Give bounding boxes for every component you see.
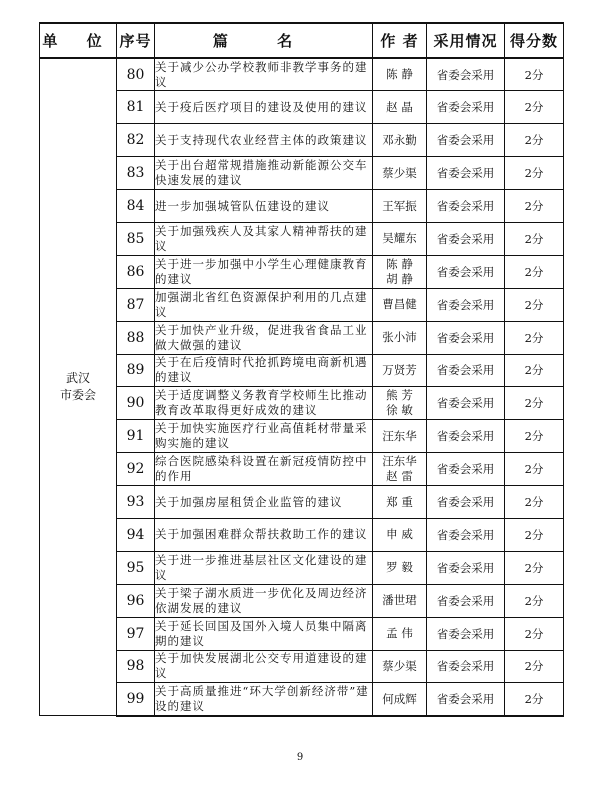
table-row xyxy=(40,157,564,190)
header-title: 篇 名 xyxy=(155,23,373,58)
table-row xyxy=(40,387,564,420)
row-score: 2分 xyxy=(505,584,564,617)
table-row xyxy=(40,354,564,387)
table-row xyxy=(40,683,564,716)
table-row xyxy=(40,584,564,617)
row-number: 96 xyxy=(117,584,155,617)
row-number: 82 xyxy=(117,124,155,157)
row-number: 86 xyxy=(117,255,155,288)
row-number: 84 xyxy=(117,190,155,223)
row-author: 何成辉 xyxy=(373,683,427,716)
row-score: 2分 xyxy=(505,321,564,354)
table-row xyxy=(40,617,564,650)
row-status: 省委会采用 xyxy=(427,91,505,124)
row-score: 2分 xyxy=(505,91,564,124)
row-number: 90 xyxy=(117,387,155,420)
row-status: 省委会采用 xyxy=(427,157,505,190)
table-header xyxy=(40,23,564,58)
row-number: 94 xyxy=(117,518,155,551)
row-title: 关于在后疫情时代抢抓跨境电商新机遇的建议 xyxy=(155,354,373,387)
row-title: 关于适度调整义务教育学校师生比推动教育改革取得更好成效的建议 xyxy=(155,387,373,420)
author-name-line: 汪东华 xyxy=(382,454,417,469)
row-title: 关于加强残疾人及其家人精神帮扶的建议 xyxy=(155,222,373,255)
row-score: 2分 xyxy=(505,650,564,683)
row-author: 陈 静 xyxy=(373,58,427,91)
row-status: 省委会采用 xyxy=(427,420,505,453)
row-title: 关于减少公办学校教师非教学事务的建议 xyxy=(155,58,373,91)
row-title: 关于高质量推进“环大学创新经济带”建设的建议 xyxy=(155,683,373,716)
row-number: 98 xyxy=(117,650,155,683)
row-title: 关于出台超常规措施推动新能源公交车快速发展的建议 xyxy=(155,157,373,190)
row-title: 加强湖北省红色资源保护利用的几点建议 xyxy=(155,288,373,321)
header-author: 作 者 xyxy=(373,23,427,58)
row-score: 2分 xyxy=(505,518,564,551)
row-score: 2分 xyxy=(505,190,564,223)
row-number: 93 xyxy=(117,486,155,519)
row-title: 综合医院感染科设置在新冠疫情防控中的作用 xyxy=(155,453,373,486)
unit-cell xyxy=(40,58,117,716)
row-author: 罗 毅 xyxy=(373,551,427,584)
row-score: 2分 xyxy=(505,58,564,91)
row-number: 95 xyxy=(117,551,155,584)
table-row xyxy=(40,124,564,157)
row-title: 关于疫后医疗项目的建设及使用的建议 xyxy=(155,91,373,124)
row-number: 85 xyxy=(117,222,155,255)
table-row xyxy=(40,650,564,683)
row-number: 83 xyxy=(117,157,155,190)
row-number: 80 xyxy=(117,58,155,91)
row-author: 蔡少渠 xyxy=(373,650,427,683)
row-title: 关于加快实施医疗行业高值耗材带量采购实施的建议 xyxy=(155,420,373,453)
table-row xyxy=(40,321,564,354)
row-number: 89 xyxy=(117,354,155,387)
table-row xyxy=(40,288,564,321)
author-name-line: 陈 静 xyxy=(386,256,413,271)
row-status: 省委会采用 xyxy=(427,551,505,584)
row-score: 2分 xyxy=(505,551,564,584)
table-body xyxy=(40,58,564,716)
row-status: 省委会采用 xyxy=(427,124,505,157)
row-number: 97 xyxy=(117,617,155,650)
table-row xyxy=(40,551,564,584)
row-score: 2分 xyxy=(505,486,564,519)
header-score: 得分数 xyxy=(505,23,564,58)
table-row xyxy=(40,222,564,255)
row-score: 2分 xyxy=(505,157,564,190)
row-title: 进一步加强城管队伍建设的建议 xyxy=(155,190,373,223)
row-score: 2分 xyxy=(505,255,564,288)
row-status: 省委会采用 xyxy=(427,683,505,716)
row-author: 王军振 xyxy=(373,190,427,223)
header-unit: 单 位 xyxy=(40,23,117,58)
row-score: 2分 xyxy=(505,420,564,453)
author-name-line: 赵 雷 xyxy=(386,469,413,484)
row-number: 99 xyxy=(117,683,155,716)
row-title: 关于进一步推进基层社区文化建设的建议 xyxy=(155,551,373,584)
row-author: 孟 伟 xyxy=(373,617,427,650)
table-row xyxy=(40,518,564,551)
row-number: 87 xyxy=(117,288,155,321)
row-title: 关于加快发展湖北公交专用道建设的建议 xyxy=(155,650,373,683)
table-row xyxy=(40,453,564,486)
table-row xyxy=(40,190,564,223)
row-title: 关于梁子湖水质进一步优化及周边经济依湖发展的建议 xyxy=(155,584,373,617)
proposals-table xyxy=(39,22,564,717)
row-title: 关于支持现代农业经营主体的政策建议 xyxy=(155,124,373,157)
unit-name-line: 市委会 xyxy=(59,388,96,403)
row-score: 2分 xyxy=(505,617,564,650)
row-author: 张小沛 xyxy=(373,321,427,354)
row-status: 省委会采用 xyxy=(427,58,505,91)
table-row xyxy=(40,255,564,288)
row-author: 郑 重 xyxy=(373,486,427,519)
row-status: 省委会采用 xyxy=(427,387,505,420)
row-author xyxy=(373,387,427,420)
row-status: 省委会采用 xyxy=(427,190,505,223)
row-author: 蔡少渠 xyxy=(373,157,427,190)
row-score: 2分 xyxy=(505,124,564,157)
row-author: 曹昌健 xyxy=(373,288,427,321)
row-score: 2分 xyxy=(505,683,564,716)
row-title: 关于加快产业升级，促进我省食品工业做大做强的建议 xyxy=(155,321,373,354)
row-title: 关于延长回国及国外入境人员集中隔离期的建议 xyxy=(155,617,373,650)
row-status: 省委会采用 xyxy=(427,255,505,288)
row-author: 吴耀东 xyxy=(373,222,427,255)
page-number: 9 xyxy=(296,752,304,763)
row-author: 潘世珺 xyxy=(373,584,427,617)
row-status: 省委会采用 xyxy=(427,650,505,683)
row-score: 2分 xyxy=(505,453,564,486)
row-author: 赵 晶 xyxy=(373,91,427,124)
row-score: 2分 xyxy=(505,387,564,420)
header-status: 采用情况 xyxy=(427,23,505,58)
unit-name-line: 武汉 xyxy=(65,371,90,386)
row-status: 省委会采用 xyxy=(427,518,505,551)
row-author: 申 威 xyxy=(373,518,427,551)
row-author xyxy=(373,255,427,288)
row-score: 2分 xyxy=(505,222,564,255)
row-status: 省委会采用 xyxy=(427,222,505,255)
row-status: 省委会采用 xyxy=(427,617,505,650)
table-row xyxy=(40,58,564,91)
row-title: 关于加强房屋租赁企业监管的建议 xyxy=(155,486,373,519)
row-title: 关于加强困难群众帮扶救助工作的建议 xyxy=(155,518,373,551)
row-score: 2分 xyxy=(505,288,564,321)
row-number: 88 xyxy=(117,321,155,354)
row-status: 省委会采用 xyxy=(427,453,505,486)
row-score: 2分 xyxy=(505,354,564,387)
row-number: 81 xyxy=(117,91,155,124)
table-row xyxy=(40,91,564,124)
row-author: 汪东华 xyxy=(373,420,427,453)
row-status: 省委会采用 xyxy=(427,486,505,519)
author-name-line: 熊 芳 xyxy=(386,388,413,403)
row-author: 邓永勤 xyxy=(373,124,427,157)
row-number: 92 xyxy=(117,453,155,486)
row-status: 省委会采用 xyxy=(427,321,505,354)
row-status: 省委会采用 xyxy=(427,288,505,321)
table-row xyxy=(40,420,564,453)
row-status: 省委会采用 xyxy=(427,584,505,617)
author-name-line: 胡 静 xyxy=(386,271,413,286)
table-row xyxy=(40,486,564,519)
row-number: 91 xyxy=(117,420,155,453)
row-status: 省委会采用 xyxy=(427,354,505,387)
author-name-line: 徐 敏 xyxy=(386,403,413,418)
header-number: 序号 xyxy=(117,23,155,58)
row-title: 关于进一步加强中小学生心理健康教育的建议 xyxy=(155,255,373,288)
row-author xyxy=(373,453,427,486)
row-author: 万贤芳 xyxy=(373,354,427,387)
